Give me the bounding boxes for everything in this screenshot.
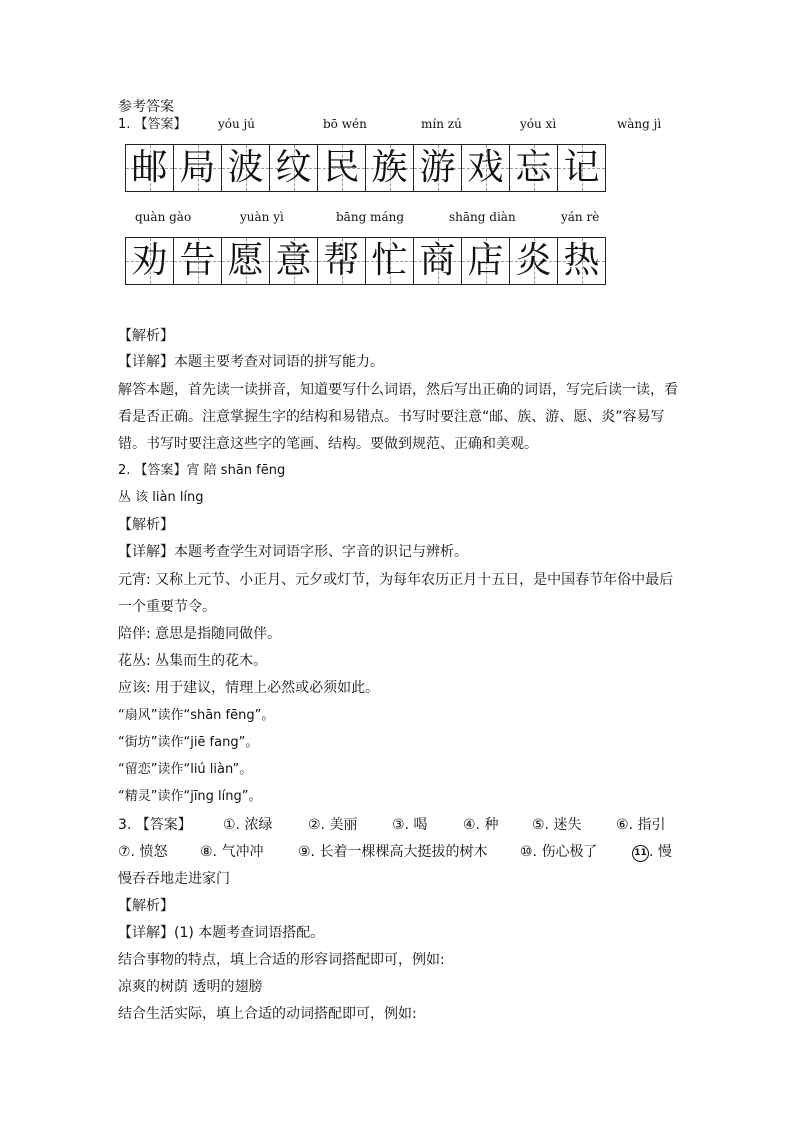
reading-line: “街坊”读作“jiē fang”。: [118, 735, 259, 750]
page-heading: 参考答案: [118, 99, 174, 115]
char: 邮: [131, 147, 168, 188]
q3-answer-label: 3. 【答案】: [118, 817, 192, 833]
q2-answer-line: 2. 【答案】宵 陪 shān fēng: [118, 463, 286, 478]
reading-line: “精灵”读作“jīng líng”。: [118, 789, 262, 804]
paragraph-line: 元宵: 又称上元节、小正月、元夕或灯节，为每年农历正月十五日，是中国春节年俗中最后: [118, 572, 674, 588]
char-cell: [414, 144, 462, 192]
pinyin-label: quàn gào: [135, 210, 192, 224]
char-cell: [366, 144, 414, 192]
char: 忙: [371, 240, 408, 281]
definition-line: 花丛: 丛集而生的花木。: [118, 653, 268, 669]
char: 愿: [227, 240, 264, 281]
definition-line: 陪伴: 意思是指随同做伴。: [118, 626, 282, 642]
analysis-heading: 【解析】: [118, 328, 174, 344]
char: 热: [563, 240, 600, 281]
pinyin-label: yóu xì: [520, 117, 557, 131]
paragraph-line: 结合事物的特点，填上合适的形容词搭配即可，例如:: [118, 952, 445, 968]
char-cell: [318, 237, 366, 285]
char-cell: [270, 144, 318, 192]
detail-text: 【详解】本题考查学生对词语字形、字音的识记与辨析。: [118, 544, 468, 560]
pinyin-label: shāng diàn: [449, 210, 516, 224]
character-grid-row-2: [125, 237, 606, 285]
answer-item: ③. 喝: [392, 817, 428, 833]
reading-line: “扇风”读作“shān fēng”。: [118, 708, 275, 723]
char: 游: [419, 147, 456, 188]
answer-item-text: . 慢: [649, 844, 672, 860]
paragraph-line: 解答本题，首先读一读拼音，知道要写什么词语，然后写出正确的词语，写完后读一读，看: [118, 382, 678, 398]
circled-number-11: 11: [632, 845, 649, 862]
char-cell: [174, 144, 222, 192]
paragraph-line: 凉爽的树荫 透明的翅膀: [118, 979, 263, 995]
char: 局: [179, 147, 216, 188]
answer-item: ⑤. 迷失: [532, 817, 582, 833]
answer-item: ⑦. 愤怒: [118, 844, 168, 860]
char-cell: [414, 237, 462, 285]
char: 意: [275, 240, 312, 281]
pinyin-label: bō wén: [323, 117, 367, 131]
char: 告: [179, 240, 216, 281]
char: 戏: [467, 147, 504, 188]
char: 族: [371, 147, 408, 188]
paragraph-line: 错。书写时要注意这些字的笔画、结构。要做到规范、正确和美观。: [118, 436, 538, 452]
char-cell: [558, 144, 606, 192]
char-cell: [174, 237, 222, 285]
char-cell: [510, 237, 558, 285]
char: 记: [563, 147, 600, 188]
answer-item: ⑥. 指引: [616, 817, 666, 833]
char: 劝: [131, 240, 168, 281]
char: 纹: [275, 147, 312, 188]
char-cell: [510, 144, 558, 192]
char-cell: [366, 237, 414, 285]
char-cell: [126, 144, 174, 192]
q1-answer-label: 1. 【答案】: [118, 117, 187, 132]
pinyin-label: yán rè: [561, 210, 600, 224]
analysis-heading: 【解析】: [118, 517, 174, 533]
answer-item-continued: 慢吞吞地走进家门: [118, 871, 230, 887]
char: 民: [323, 147, 360, 188]
answer-item: ⑨. 长着一棵棵高大挺拔的树木: [298, 844, 488, 860]
answer-item: ②. 美丽: [308, 817, 358, 833]
q2-answer-line: 丛 该 liàn líng: [118, 490, 204, 505]
char-cell: [462, 144, 510, 192]
char-cell: [558, 237, 606, 285]
pinyin-label: yóu jú: [218, 117, 255, 131]
char: 帮: [323, 240, 360, 281]
char: 波: [227, 147, 264, 188]
detail-text: 【详解】(1) 本题考查词语搭配。: [118, 925, 325, 941]
char: 商: [419, 240, 456, 281]
paragraph-line: 结合生活实际，填上合适的动词搭配即可，例如:: [118, 1006, 417, 1022]
definition-line: 应该: 用于建议，情理上必然或必须如此。: [118, 680, 380, 696]
char-cell: [222, 144, 270, 192]
answer-item: ④. 种: [463, 817, 499, 833]
char-cell: [318, 144, 366, 192]
pinyin-label: wàng jì: [617, 117, 662, 131]
character-grid-row-1: [125, 144, 606, 192]
answer-item: [632, 842, 672, 862]
paragraph-line: 一个重要节令。: [118, 599, 216, 615]
char-cell: [222, 237, 270, 285]
answer-item: ①. 浓绿: [223, 817, 273, 833]
paragraph-line: 看是否正确。注意掌握生字的结构和易错点。书写时要注意“邮、族、游、愿、炎”容易写: [118, 409, 665, 425]
answer-item: ⑧. 气冲冲: [200, 844, 264, 860]
answer-item: ⑩. 伤心极了: [520, 844, 598, 860]
pinyin-label: mín zú: [421, 117, 462, 131]
char-cell: [126, 237, 174, 285]
detail-text: 【详解】本题主要考查对词语的拼写能力。: [118, 354, 384, 370]
pinyin-label: yuàn yì: [240, 210, 284, 224]
analysis-heading: 【解析】: [118, 898, 174, 914]
reading-line: “留恋”读作“liú liàn”。: [118, 762, 253, 777]
char-cell: [270, 237, 318, 285]
char: 忘: [515, 147, 552, 188]
pinyin-label: bāng máng: [336, 210, 405, 224]
char: 店: [467, 240, 504, 281]
char: 炎: [515, 240, 552, 281]
char-cell: [462, 237, 510, 285]
